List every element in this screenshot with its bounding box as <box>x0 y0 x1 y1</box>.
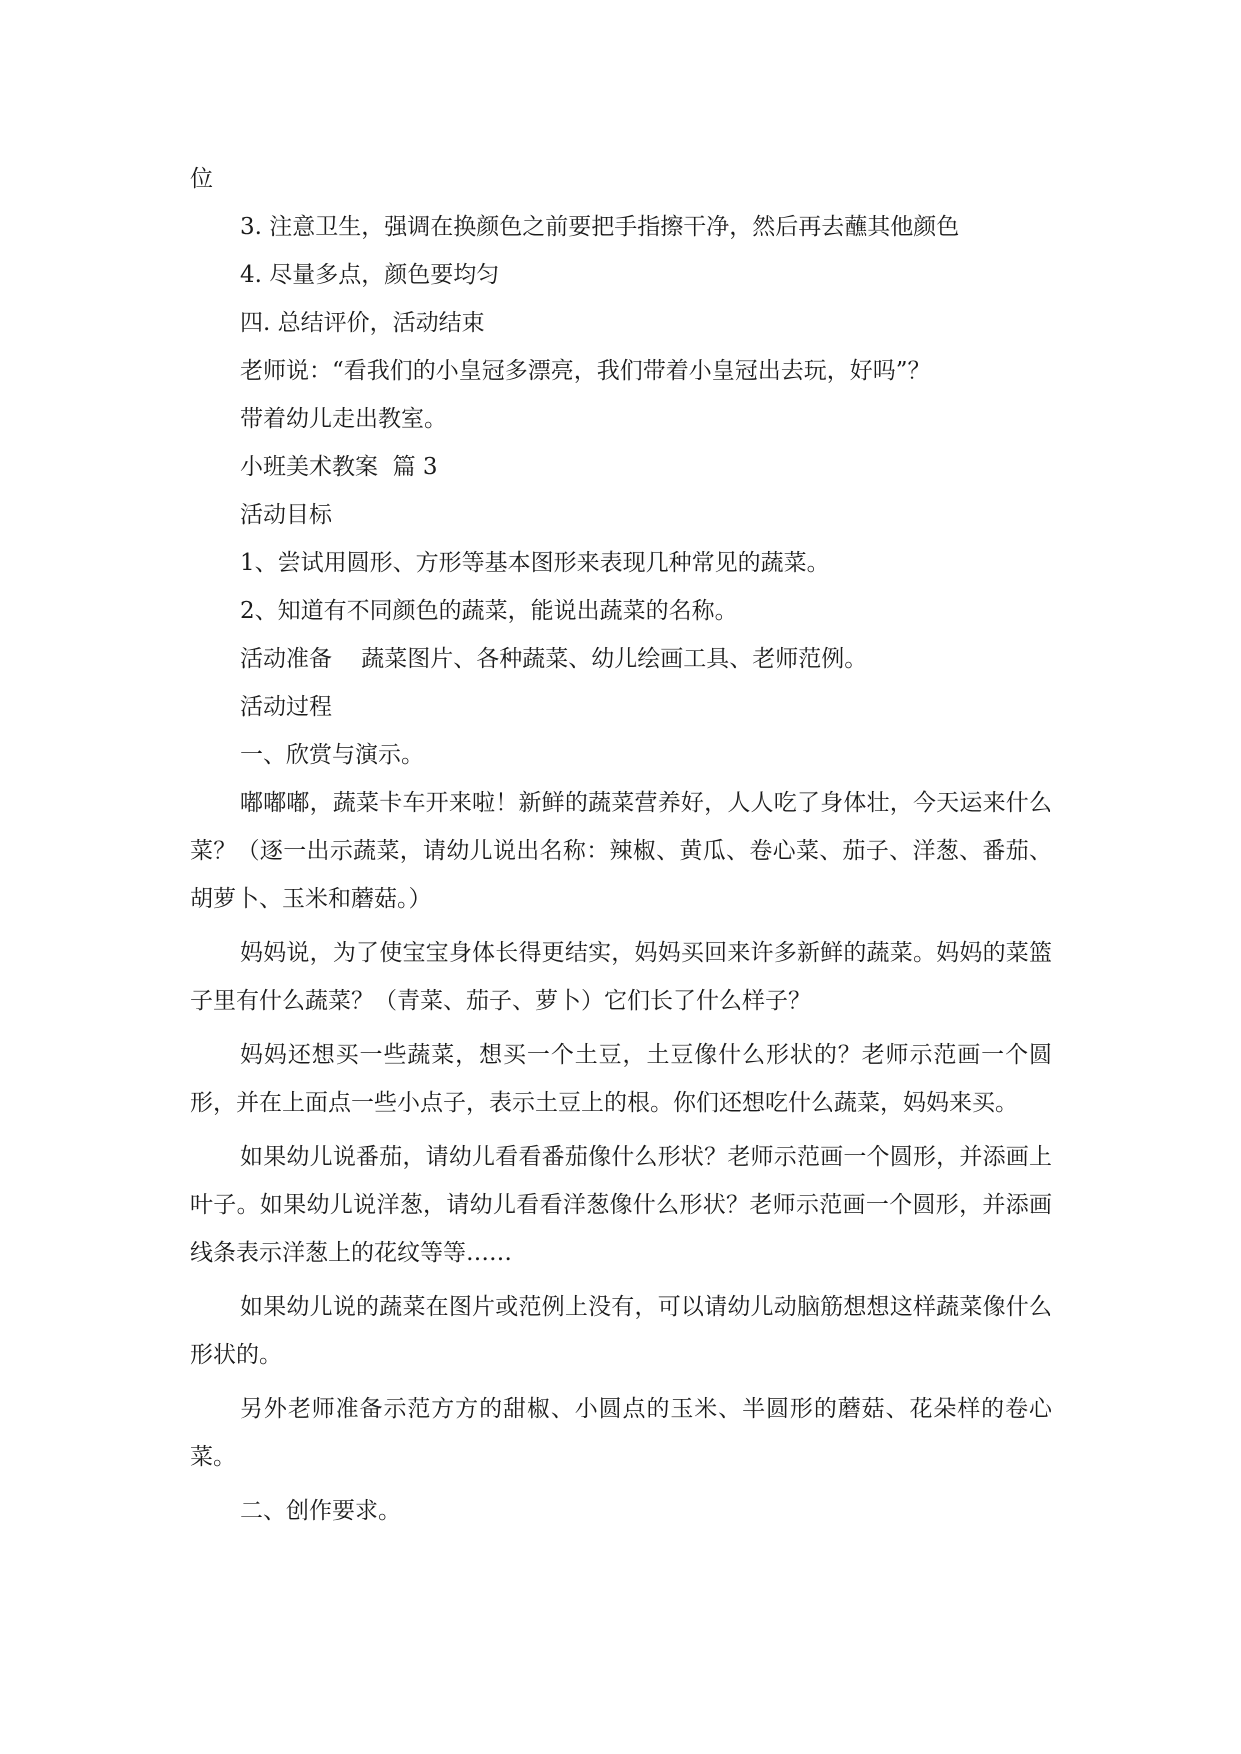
section-heading: 二、创作要求。 <box>240 1498 401 1524</box>
paragraph: 老师说：“看我们的小皇冠多漂亮，我们带着小皇冠出去玩，好吗”？ <box>240 358 931 384</box>
paragraph: 3. 注意卫生，强调在换颜色之前要把手指擦干净，然后再去蘸其他颜色 <box>240 214 960 240</box>
paragraph: 位 <box>190 166 213 192</box>
paragraph: 4. 尽量多点，颜色要均匀 <box>240 262 500 288</box>
paragraph: 妈妈还想买一些蔬菜，想买一个土豆，土豆像什么形状的？老师示范画一个圆形，并在上面点一些小点子，表示土豆上的根。你们还想吃什么蔬菜，妈妈来买。 <box>190 1042 1052 1116</box>
section-heading: 活动过程 <box>240 694 332 720</box>
document-body <box>190 155 1052 1535</box>
paragraph: 嘟嘟嘟，蔬菜卡车开来啦！新鲜的蔬菜营养好，人人吃了身体壮，今天运来什么菜？（逐一出示蔬菜，请幼儿说出名称：辣椒、黄瓜、卷心菜、茄子、洋葱、番茄、胡萝卜、玉米和蘑菇。） <box>190 790 1052 912</box>
paragraph: 如果幼儿说番茄，请幼儿看看番茄像什么形状？老师示范画一个圆形，并添画上叶子。如果幼儿说洋葱，请幼儿看看洋葱像什么形状？老师示范画一个圆形，并添画线条表示洋葱上的花纹等等…… <box>190 1144 1052 1266</box>
list-item: 1、尝试用圆形、方形等基本图形来表现几种常见的蔬菜。 <box>240 550 830 576</box>
paragraph: 活动准备 蔬菜图片、各种蔬菜、幼儿绘画工具、老师范例。 <box>240 646 868 672</box>
list-item: 2、知道有不同颜色的蔬菜，能说出蔬菜的名称。 <box>240 598 738 624</box>
paragraph: 带着幼儿走出教室。 <box>240 406 447 432</box>
lesson-title: 小班美术教案 篇 3 <box>240 454 438 480</box>
section-heading: 一、欣赏与演示。 <box>240 742 424 768</box>
paragraph: 另外老师准备示范方方的甜椒、小圆点的玉米、半圆形的蘑菇、花朵样的卷心菜。 <box>190 1396 1052 1470</box>
section-heading: 活动目标 <box>240 502 332 528</box>
paragraph: 妈妈说，为了使宝宝身体长得更结实，妈妈买回来许多新鲜的蔬菜。妈妈的菜篮子里有什么蔬菜？（青菜、茄子、萝卜）它们长了什么样子？ <box>190 940 1052 1014</box>
paragraph: 如果幼儿说的蔬菜在图片或范例上没有，可以请幼儿动脑筋想想这样蔬菜像什么形状的。 <box>190 1294 1052 1368</box>
section-heading: 四. 总结评价，活动结束 <box>240 310 485 336</box>
